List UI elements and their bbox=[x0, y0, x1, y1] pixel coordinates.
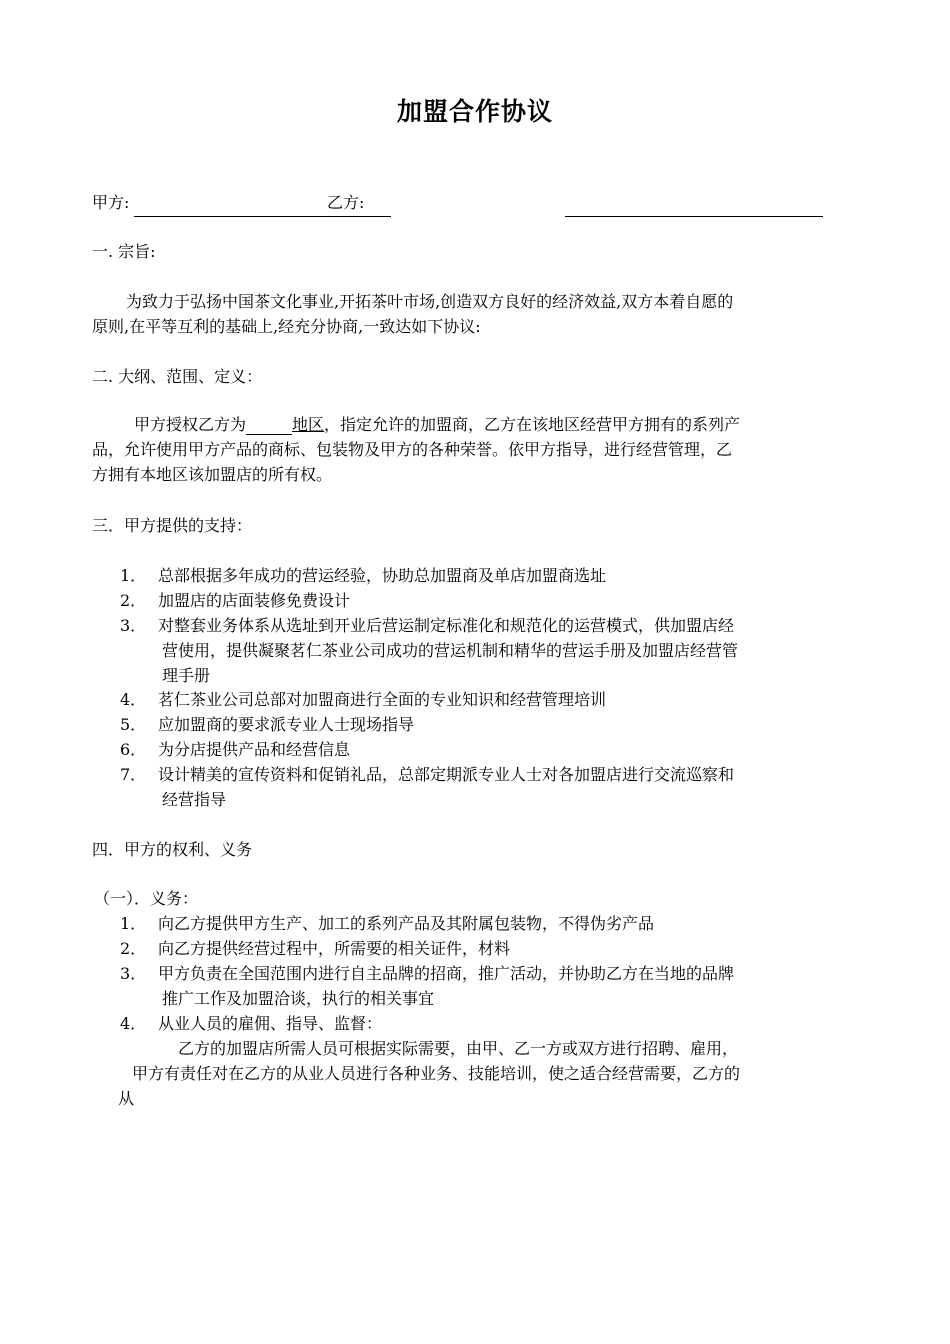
list-item-number: 1． bbox=[120, 914, 147, 933]
region-label: 地区 bbox=[292, 415, 325, 434]
section-2-heading: 二. 大纲、范围、定义： bbox=[92, 367, 263, 386]
party-a-signature-line bbox=[134, 216, 391, 217]
list-item: 应加盟商的要求派专业人士现场指导 bbox=[158, 715, 415, 734]
list-item-continuation: 理手册 bbox=[162, 666, 211, 685]
list-item: 向乙方提供甲方生产、加工的系列产品及其附属包装物，不得伪劣产品 bbox=[158, 914, 655, 933]
list-item: 甲方负责在全国范围内进行自主品牌的招商，推广活动，并协助乙方在当地的品牌 bbox=[158, 964, 735, 983]
section-4-sub-heading: （一）．义务： bbox=[94, 889, 199, 908]
section-2-line-3: 方拥有本地区该加盟店的所有权。 bbox=[92, 465, 333, 484]
list-item-number: 2． bbox=[120, 939, 147, 958]
list-item-number: 3． bbox=[120, 616, 147, 635]
list-item: 为分店提供产品和经营信息 bbox=[158, 740, 351, 759]
list-item: 加盟店的店面装修免费设计 bbox=[158, 591, 351, 610]
list-item-number: 7． bbox=[120, 765, 147, 784]
section-4-heading: 四．甲方的权利、义务 bbox=[92, 840, 253, 859]
list-item: 对整套业务体系从选址到开业后营运制定标准化和规范化的运营模式，供加盟店经 bbox=[158, 616, 735, 635]
section-2-line-1-pre: 甲方授权乙方为 bbox=[134, 415, 247, 434]
section-4-para-line-2: 甲方有责任对在乙方的从业人员进行各种业务、技能培训，使之适合经营需要，乙方的 bbox=[132, 1064, 741, 1083]
list-item: 向乙方提供经营过程中，所需要的相关证件，材料 bbox=[158, 939, 511, 958]
list-item: 设计精美的宣传资料和促销礼品，总部定期派专业人士对各加盟店进行交流巡察和 bbox=[158, 765, 735, 784]
list-item-continuation: 营使用，提供凝聚茗仁茶业公司成功的营运机制和精华的营运手册及加盟店经营管 bbox=[162, 641, 739, 660]
section-2-line-2: 品，允许使用甲方产品的商标、包装物及甲方的各种荣誉。依甲方指导，进行经营管理，乙 bbox=[92, 440, 733, 459]
list-item: 茗仁茶业公司总部对加盟商进行全面的专业知识和经营管理培训 bbox=[158, 690, 607, 709]
list-item: 从业人员的雇佣、指导、监督： bbox=[158, 1014, 383, 1033]
list-item-number: 4． bbox=[120, 690, 147, 709]
section-4-para-line-1: 乙方的加盟店所需人员可根据实际需要，由甲、乙一方或双方进行招聘、雇用， bbox=[178, 1039, 739, 1058]
section-2-line-1-post: ，指定允许的加盟商，乙方在该地区经营甲方拥有的系列产 bbox=[324, 415, 741, 434]
list-item-number: 1． bbox=[120, 566, 147, 585]
list-item-number: 6． bbox=[120, 740, 147, 759]
section-3-heading: 三．甲方提供的支持： bbox=[92, 516, 253, 535]
section-2-line-1 bbox=[134, 412, 740, 435]
list-item-continuation: 推广工作及加盟洽谈，执行的相关事宜 bbox=[162, 989, 435, 1008]
section-1-para-line-1: 为致力于弘扬中国茶文化事业,开拓茶叶市场,创造双方良好的经济效益,双方本着自愿的 bbox=[126, 292, 734, 311]
list-item-number: 2． bbox=[120, 591, 147, 610]
list-item-continuation: 经营指导 bbox=[162, 790, 227, 809]
list-item-number: 4． bbox=[120, 1014, 147, 1033]
list-item-number: 5． bbox=[120, 715, 147, 734]
party-b-signature-line bbox=[565, 216, 823, 217]
list-item: 总部根据多年成功的营运经验，协助总加盟商及单店加盟商选址 bbox=[158, 566, 607, 585]
region-blank bbox=[246, 416, 292, 435]
party-b-label: 乙方: bbox=[327, 193, 365, 212]
section-1-para-line-2: 原则,在平等互利的基础上,经充分协商,一致达如下协议: bbox=[92, 317, 481, 336]
section-4-para-line-3: 从 bbox=[118, 1089, 135, 1108]
party-a-label: 甲方: bbox=[92, 193, 130, 212]
document-title: 加盟合作协议 bbox=[396, 97, 553, 126]
list-item-number: 3． bbox=[120, 964, 147, 983]
section-1-heading: 一. 宗旨: bbox=[92, 242, 156, 261]
